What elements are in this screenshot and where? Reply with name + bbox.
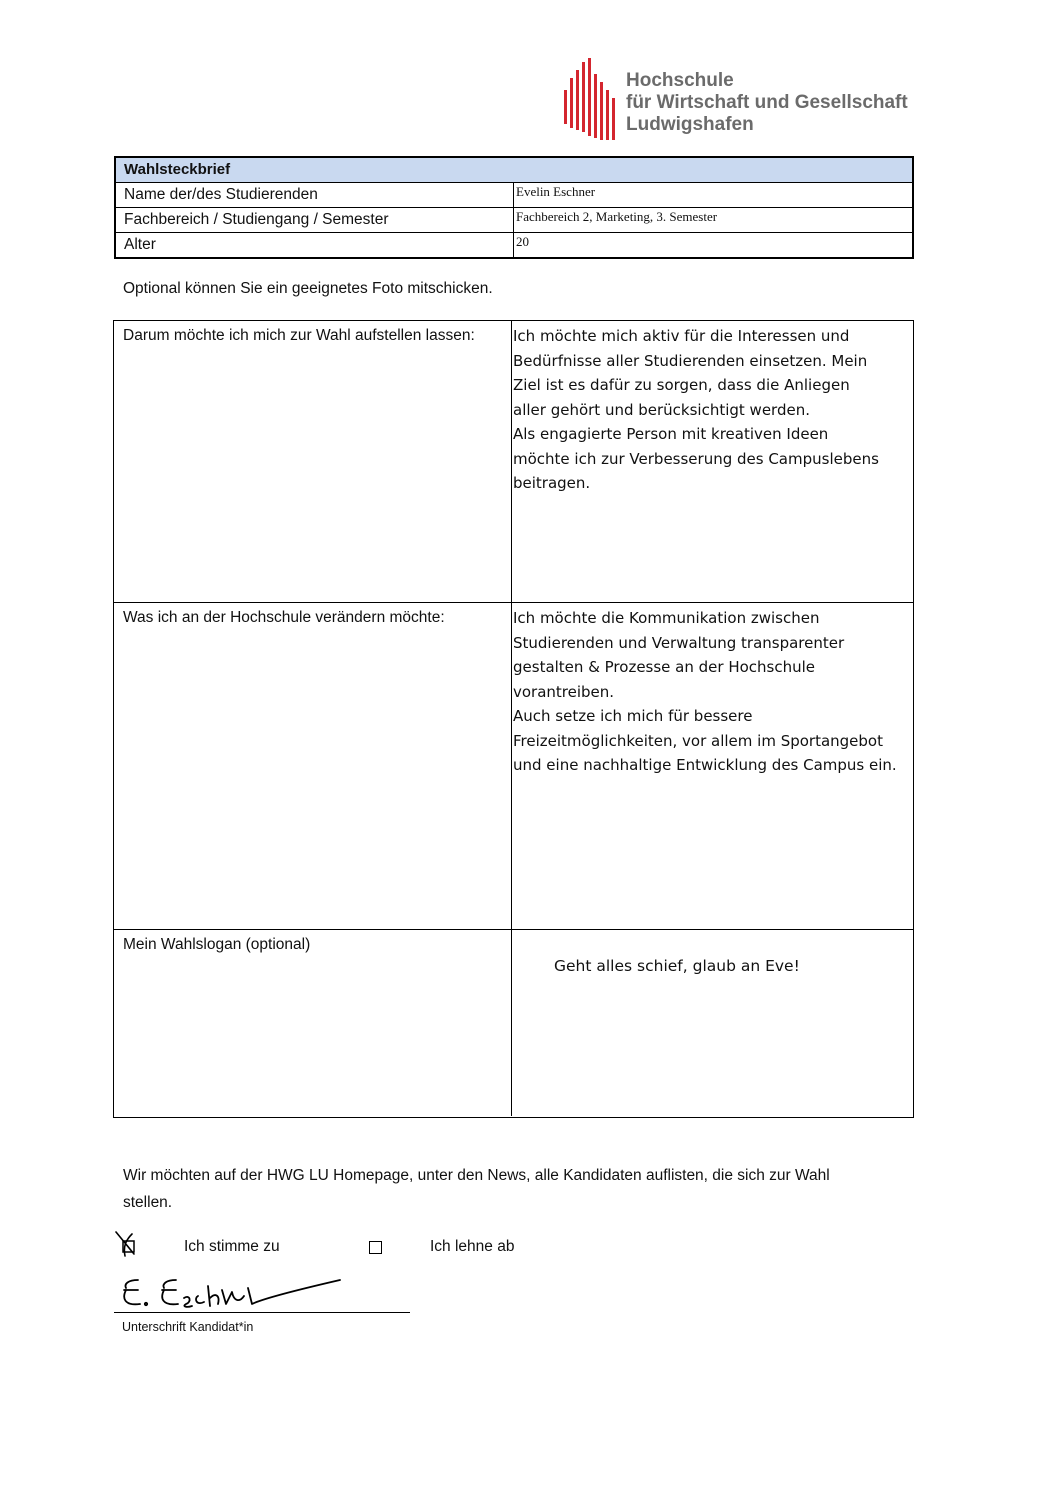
motivation-label: Darum möchte ich mich zur Wahl aufstellen lassen: xyxy=(114,321,512,602)
consent-note: Wir möchten auf der HWG LU Homepage, unter den News, alle Kandidaten auflisten, die sich zur Wahl stellen. xyxy=(123,1167,830,1211)
department-value[interactable]: Fachbereich 2, Marketing, 3. Semester xyxy=(516,209,718,224)
logo-wordmark xyxy=(626,70,908,136)
name-label: Name der/des Studierenden xyxy=(116,183,514,207)
table-row xyxy=(114,321,913,603)
statement-table xyxy=(113,320,914,1118)
age-label: Alter xyxy=(116,233,514,257)
decline-label: Ich lehne ab xyxy=(430,1238,515,1255)
agree-label: Ich stimme zu xyxy=(184,1238,280,1255)
slogan-label: Mein Wahlslogan (optional) xyxy=(114,930,512,1116)
age-value[interactable]: 20 xyxy=(516,234,529,249)
logo-line-1: Hochschule xyxy=(626,70,734,91)
logo-line-2: für Wirtschaft und Gesellschaft xyxy=(626,92,908,113)
optional-photo-note: Optional können Sie ein geeignetes Foto mitschicken. xyxy=(123,280,493,297)
name-value[interactable]: Evelin Eschner xyxy=(516,184,596,199)
university-logo xyxy=(562,56,914,142)
table-row xyxy=(114,930,913,1116)
logo-line-3: Ludwigshafen xyxy=(626,114,754,135)
info-table-header: Wahlsteckbrief xyxy=(116,158,912,183)
slogan-text[interactable]: Geht alles schief, glaub an Eve! xyxy=(554,957,800,975)
department-label: Fachbereich / Studiengang / Semester xyxy=(116,208,514,232)
info-table xyxy=(114,156,914,259)
table-row xyxy=(116,208,912,233)
signature-label: Unterschrift Kandidat*in xyxy=(122,1320,254,1334)
signature-line xyxy=(114,1312,410,1313)
changes-label: Was ich an der Hochschule verändern möchte: xyxy=(114,603,512,929)
table-row xyxy=(116,233,912,257)
motivation-text[interactable]: Ich möchte mich aktiv für die Interessen und Bedürfnisse aller Studierenden einsetzen. Mein Ziel ist es dafür zu sorgen, dass die Anliegen aller gehört und berücksichtigt werden. Als engagierte Person mit kreativen Ideen möchte ich zur Verbesserung des Campuslebens beitragen. xyxy=(513,327,879,492)
agree-checkbox-checked-icon[interactable] xyxy=(114,1230,140,1260)
changes-text[interactable]: Ich möchte die Kommunikation zwischen Studierenden und Verwaltung transparenter gestalten & Prozesse an der Hochschule vorantreiben. Auch setze ich mich für bessere Freizeitmöglichkeiten, vor allem im Sportangebot und eine nachhaltige Entwicklung des Campus ein. xyxy=(513,609,897,774)
decline-checkbox[interactable] xyxy=(369,1241,382,1254)
table-row xyxy=(114,603,913,930)
table-row xyxy=(116,183,912,208)
handwritten-signature-icon xyxy=(114,1268,414,1318)
logo-bars-icon xyxy=(562,56,622,142)
